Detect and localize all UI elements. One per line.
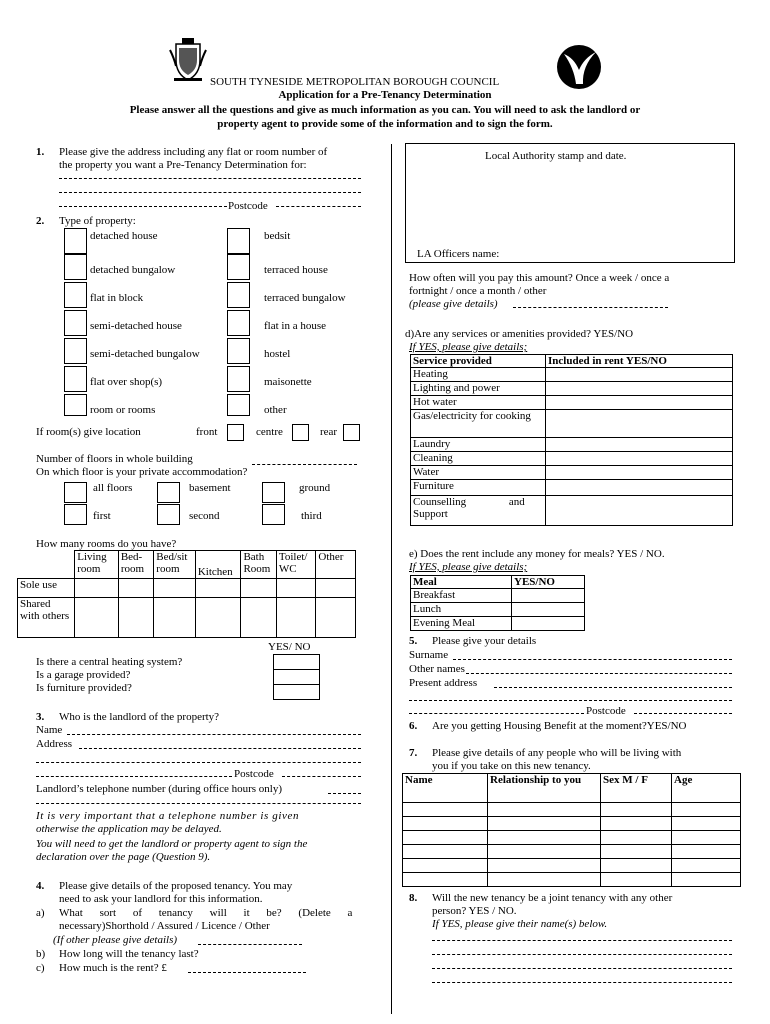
q4a-label: a) <box>36 907 45 919</box>
meals-table <box>410 575 585 631</box>
basement-label: basement <box>189 482 231 494</box>
property-type-checkbox[interactable] <box>227 338 250 364</box>
service-name: Heating <box>411 368 546 382</box>
joint-tenant-input[interactable] <box>432 954 732 955</box>
property-type-label: terraced bungalow <box>264 292 346 304</box>
rooms-cell[interactable] <box>241 598 276 638</box>
q5-postcode-input[interactable] <box>634 713 732 714</box>
all-floors-label: all floors <box>93 482 133 494</box>
property-type-checkbox[interactable] <box>227 310 250 336</box>
landlord-name-input[interactable] <box>67 734 361 735</box>
room-location-label: If room(s) give location <box>36 426 141 438</box>
services-table <box>410 354 733 526</box>
floors-label: Number of floors in whole building <box>36 453 193 465</box>
q4a-options[interactable]: necessary)Shorthold / Assured / Licence / Other <box>59 920 270 932</box>
q3-note-1: It is very important that a telephone number is given <box>36 810 300 822</box>
service-answer[interactable] <box>546 496 733 526</box>
council-crest <box>168 36 208 82</box>
q1-address-line[interactable] <box>59 206 227 207</box>
other-names-input[interactable] <box>466 673 732 674</box>
garage-answer[interactable] <box>273 669 320 685</box>
property-type-checkbox[interactable] <box>64 366 87 392</box>
q1-postcode-label: Postcode <box>228 200 268 212</box>
landlord-address-input[interactable] <box>79 748 361 749</box>
rooms-row-label: Shared with others <box>18 598 75 638</box>
service-name: Lighting and power <box>411 382 546 396</box>
meals-note: If YES, please give details; <box>409 561 528 573</box>
pay-frequency-2: fortnight / once a month / other <box>409 285 547 297</box>
occupant-cell[interactable] <box>488 873 601 887</box>
q2-title: Type of property: <box>59 215 136 227</box>
property-type-label: other <box>264 404 287 416</box>
occupant-cell[interactable] <box>488 831 601 845</box>
garage-question: Is a garage provided? <box>36 669 131 681</box>
occupant-cell[interactable] <box>672 803 741 817</box>
pay-frequency-1: How often will you pay this amount? Once a week / once a <box>409 272 670 284</box>
q6-number: 6. <box>409 720 418 732</box>
occupant-cell[interactable] <box>672 817 741 831</box>
q4-number: 4. <box>36 880 45 892</box>
property-type-label: room or rooms <box>90 404 156 416</box>
ground-checkbox[interactable] <box>262 482 285 503</box>
occupant-cell[interactable] <box>403 817 488 831</box>
first-floor-label: first <box>93 510 111 522</box>
occupants-header: Age <box>672 774 741 803</box>
service-answer[interactable] <box>546 396 733 410</box>
property-type-checkbox[interactable] <box>227 254 250 280</box>
rooms-cell[interactable] <box>316 579 356 598</box>
service-name: Laundry <box>411 438 546 452</box>
meal-answer[interactable] <box>512 617 585 631</box>
property-type-checkbox[interactable] <box>227 228 250 254</box>
occupants-header: Relationship to you <box>488 774 601 803</box>
council-logo <box>556 44 602 90</box>
property-type-label: semi-detached bungalow <box>90 348 200 360</box>
occupant-cell[interactable] <box>488 859 601 873</box>
property-type-label: maisonette <box>264 376 312 388</box>
q1-postcode-line[interactable] <box>276 206 361 207</box>
rooms-header: Kitchen <box>195 551 241 579</box>
q1-number: 1. <box>36 146 45 158</box>
occupant-cell[interactable] <box>672 845 741 859</box>
rooms-header: Toilet/ WC <box>276 551 316 579</box>
rooms-question: How many rooms do you have? <box>36 538 177 550</box>
occupant-cell[interactable] <box>601 845 672 859</box>
services-header: Service provided <box>411 355 546 368</box>
meals-header: Meal <box>411 576 512 589</box>
rooms-cell[interactable] <box>276 598 316 638</box>
landlord-postcode-input[interactable] <box>282 776 361 777</box>
central-heating-answer[interactable] <box>273 654 320 670</box>
landlord-phone-input[interactable] <box>328 793 361 794</box>
third-floor-label: third <box>301 510 322 522</box>
meal-name: Lunch <box>411 603 512 617</box>
rooms-header: Bath Room <box>241 551 276 579</box>
surname-label: Surname <box>409 649 449 661</box>
rooms-cell[interactable] <box>154 579 196 598</box>
q4c-text: How much is the rent? £ <box>59 962 167 974</box>
property-type-checkbox[interactable] <box>64 310 87 336</box>
service-answer[interactable] <box>546 480 733 496</box>
q3-note-4: declaration over the page (Question 9). <box>36 851 211 863</box>
service-name: Gas/electricity for cooking <box>411 410 546 438</box>
stamp-label: Local Authority stamp and date. <box>485 150 627 162</box>
present-address-label: Present address <box>409 677 478 689</box>
service-name: Furniture <box>411 480 546 496</box>
occupant-cell[interactable] <box>403 831 488 845</box>
property-type-checkbox[interactable] <box>64 282 87 308</box>
rooms-cell[interactable] <box>118 579 153 598</box>
property-type-label: semi-detached house <box>90 320 182 332</box>
present-address-input[interactable] <box>409 700 732 701</box>
q5-text: Please give your details <box>432 635 537 647</box>
rooms-cell[interactable] <box>75 579 119 598</box>
property-type-label: flat in a house <box>264 320 327 332</box>
first-floor-checkbox[interactable] <box>64 504 87 525</box>
present-address-input[interactable] <box>494 687 732 688</box>
service-name: Cleaning <box>411 452 546 466</box>
occupants-header: Sex M / F <box>601 774 672 803</box>
services-note: If YES, please give details; <box>409 341 528 353</box>
rooms-header: Bed/sit room <box>154 551 196 579</box>
property-type-label: detached bungalow <box>90 264 176 276</box>
q8-text-1: Will the new tenancy be a joint tenancy with any other <box>432 892 673 904</box>
q2-number: 2. <box>36 215 45 227</box>
front-label: front <box>196 426 218 438</box>
property-type-checkbox[interactable] <box>64 228 87 254</box>
q6-text: Are you getting Housing Benefit at the moment?YES/NO <box>432 720 687 732</box>
occupant-cell[interactable] <box>601 803 672 817</box>
officer-label: LA Officers name: <box>417 248 500 260</box>
meal-answer[interactable] <box>512 589 585 603</box>
q4b-text: How long will the tenancy last? <box>59 948 199 960</box>
q1-text-2: the property you want a Pre-Tenancy Determination for: <box>59 159 307 171</box>
centre-checkbox[interactable] <box>292 424 309 441</box>
furniture-question: Is furniture provided? <box>36 682 132 694</box>
property-type-checkbox[interactable] <box>227 366 250 392</box>
property-type-checkbox[interactable] <box>227 282 250 308</box>
q3-note-2: otherwise the application may be delayed. <box>36 823 222 835</box>
service-answer[interactable] <box>546 438 733 452</box>
rooms-cell[interactable] <box>75 598 119 638</box>
occupant-cell[interactable] <box>601 817 672 831</box>
service-name: Hot water <box>411 396 546 410</box>
basement-checkbox[interactable] <box>157 482 180 503</box>
rooms-cell[interactable] <box>241 579 276 598</box>
meal-name: Evening Meal <box>411 617 512 631</box>
service-answer[interactable] <box>546 466 733 480</box>
council-name: SOUTH TYNESIDE METROPOLITAN BOROUGH COUNCIL <box>210 76 500 88</box>
occupant-cell[interactable] <box>672 831 741 845</box>
q4-text-1: Please give details of the proposed tenancy. You may <box>59 880 293 892</box>
landlord-phone-input[interactable] <box>36 803 361 804</box>
central-heating-question: Is there a central heating system? <box>36 656 183 668</box>
q7-text-1: Please give details of any people who will be living with <box>432 747 682 759</box>
second-floor-label: second <box>189 510 220 522</box>
property-type-label: terraced house <box>264 264 328 276</box>
property-type-checkbox[interactable] <box>64 338 87 364</box>
occupants-header: Name <box>403 774 488 803</box>
pay-frequency-input[interactable] <box>513 307 668 308</box>
occupants-table <box>402 773 741 887</box>
rooms-cell[interactable] <box>195 598 241 638</box>
rooms-row-label: Sole use <box>18 579 75 598</box>
furniture-answer[interactable] <box>273 684 320 700</box>
joint-tenant-input[interactable] <box>432 982 732 983</box>
rooms-header: Living room <box>75 551 119 579</box>
q5-number: 5. <box>409 635 418 647</box>
property-type-checkbox[interactable] <box>64 394 87 416</box>
property-type-label: bedsit <box>264 230 291 242</box>
property-type-checkbox[interactable] <box>64 254 87 280</box>
present-address-input[interactable] <box>409 713 584 714</box>
occupant-cell[interactable] <box>403 859 488 873</box>
q4a-text: What sort of tenancy will it be? (Delete a <box>59 907 353 919</box>
occupant-cell[interactable] <box>488 817 601 831</box>
q4-text-2: need to ask your landlord for this information. <box>59 893 263 905</box>
service-name: Counselling and Support <box>411 496 546 526</box>
floors-input-line[interactable] <box>252 464 357 465</box>
landlord-name-label: Name <box>36 724 63 736</box>
q8-number: 8. <box>409 892 418 904</box>
amenities-yes-no-label: YES/ NO <box>268 641 311 653</box>
q1-address-line[interactable] <box>59 178 361 179</box>
meal-name: Breakfast <box>411 589 512 603</box>
surname-input[interactable] <box>453 659 732 660</box>
service-answer[interactable] <box>546 452 733 466</box>
instructions-line-1: Please answer all the questions and give as much information as you can. You will need to ask the landlord or <box>129 104 641 116</box>
q4c-label: c) <box>36 962 45 974</box>
occupant-cell[interactable] <box>403 803 488 817</box>
service-answer[interactable] <box>546 410 733 438</box>
q3-note-3: You will need to get the landlord or property agent to sign the <box>36 838 308 850</box>
landlord-postcode-label: Postcode <box>234 768 274 780</box>
meals-question: e) Does the rent include any money for meals? YES / NO. <box>409 548 665 560</box>
services-header: Included in rent YES/NO <box>546 355 733 368</box>
occupant-cell[interactable] <box>403 845 488 859</box>
second-floor-checkbox[interactable] <box>157 504 180 525</box>
property-type-label: hostel <box>264 348 291 360</box>
third-floor-checkbox[interactable] <box>262 504 285 525</box>
front-checkbox[interactable] <box>227 424 244 441</box>
form-title: Application for a Pre-Tenancy Determination <box>278 89 492 101</box>
landlord-address-input[interactable] <box>36 776 232 777</box>
all-floors-checkbox[interactable] <box>64 482 87 503</box>
meal-answer[interactable] <box>512 603 585 617</box>
property-type-checkbox[interactable] <box>227 394 250 416</box>
floor-question: On which floor is your private accommodation? <box>36 466 248 478</box>
rooms-cell[interactable] <box>195 579 241 598</box>
landlord-phone-label: Landlord’s telephone number (during office hours only) <box>36 783 283 795</box>
q1-address-line[interactable] <box>59 192 361 193</box>
joint-tenant-input[interactable] <box>432 968 732 969</box>
meals-header: YES/NO <box>512 576 585 589</box>
q5-postcode-label: Postcode <box>586 705 626 717</box>
instructions-line-2: property agent to provide some of the information and to sign the form. <box>217 118 553 130</box>
q4a-other-input[interactable] <box>198 944 302 945</box>
q8-note: If YES, please give their name(s) below. <box>432 918 608 930</box>
rooms-header: Other <box>316 551 356 579</box>
rooms-table <box>17 550 356 638</box>
occupant-cell[interactable] <box>672 873 741 887</box>
landlord-address-input[interactable] <box>36 762 361 763</box>
rent-input[interactable] <box>188 972 306 973</box>
q3-text: Who is the landlord of the property? <box>59 711 220 723</box>
property-type-label: flat over shop(s) <box>90 376 163 388</box>
q4b-label: b) <box>36 948 46 960</box>
rooms-cell[interactable] <box>316 598 356 638</box>
q8-text-2: person? YES / NO. <box>432 905 517 917</box>
q7-number: 7. <box>409 747 418 759</box>
property-type-label: flat in block <box>90 292 144 304</box>
q4a-other: (If other please give details) <box>53 934 178 946</box>
occupant-cell[interactable] <box>672 859 741 873</box>
joint-tenant-input[interactable] <box>432 940 732 941</box>
services-question: d)Are any services or amenities provided? YES/NO <box>405 328 634 340</box>
service-name: Water <box>411 466 546 480</box>
occupant-cell[interactable] <box>601 859 672 873</box>
occupant-cell[interactable] <box>488 845 601 859</box>
q7-text-2: you if you take on this new tenancy. <box>432 760 591 772</box>
q3-number: 3. <box>36 711 45 723</box>
rooms-cell[interactable] <box>118 598 153 638</box>
rooms-header: Bed-room <box>118 551 153 579</box>
service-answer[interactable] <box>546 368 733 382</box>
column-divider <box>391 144 392 1014</box>
rear-label: rear <box>320 426 338 438</box>
q1-text-1: Please give the address including any flat or room number of <box>59 146 328 158</box>
property-type-label: detached house <box>90 230 158 242</box>
service-answer[interactable] <box>546 382 733 396</box>
centre-label: centre <box>256 426 283 438</box>
landlord-address-label: Address <box>36 738 73 750</box>
occupant-cell[interactable] <box>488 803 601 817</box>
other-names-label: Other names <box>409 663 465 675</box>
rear-checkbox[interactable] <box>343 424 360 441</box>
occupant-cell[interactable] <box>601 831 672 845</box>
occupant-cell[interactable] <box>403 873 488 887</box>
pay-frequency-3: (please give details) <box>409 298 498 310</box>
occupant-cell[interactable] <box>601 873 672 887</box>
ground-label: ground <box>299 482 331 494</box>
rooms-cell[interactable] <box>154 598 196 638</box>
rooms-cell[interactable] <box>276 579 316 598</box>
